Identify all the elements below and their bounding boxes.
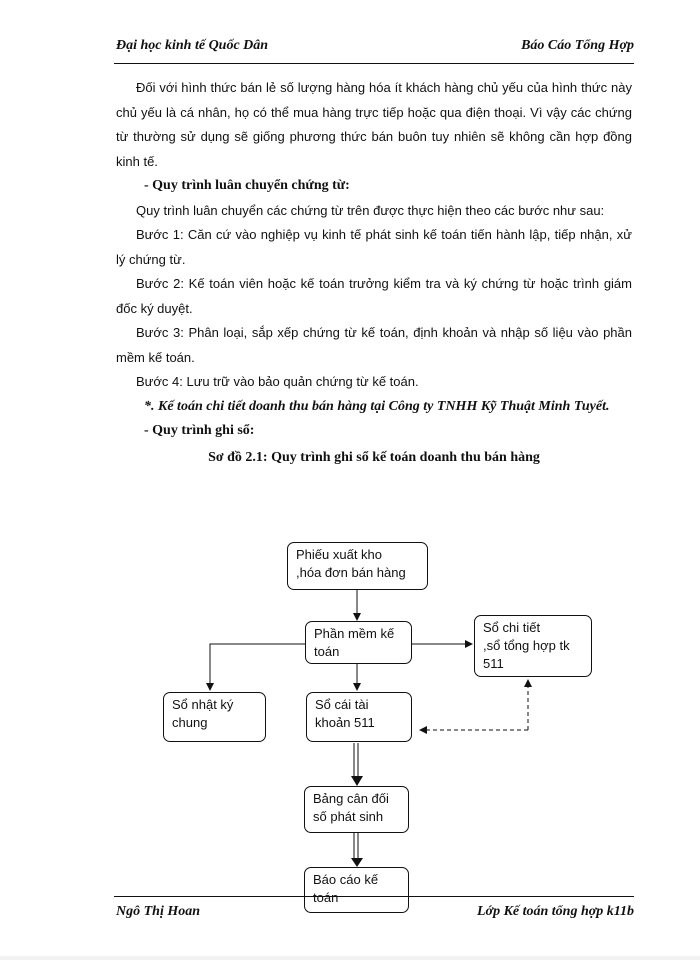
- paragraph-retail: Đối với hình thức bán lẻ số lượng hàng hóa ít khách hàng chủ yếu của hình thức này chủ yếu là cá nhân, họ có thể mua hàng trực tiếp hoặc qua điện thoại. Vì vậy các chứng từ thường sử dụng sẽ giống phương thức bán buôn tuy nhiên sẽ không cần hợp đồng kinh tế.: [116, 80, 632, 169]
- paragraph-steps-intro: Quy trình luân chuyển các chứng từ trên được thực hiện theo các bước như sau:: [136, 202, 605, 218]
- heading-revenue-detail: *. Kế toán chi tiết doanh thu bán hàng tại Công ty TNHH Kỹ Thuật Minh Tuyết.: [144, 398, 610, 414]
- box-bao-cao-ke-toan: [304, 867, 409, 913]
- box-so-nhat-ky-line1: Sổ nhật ký: [172, 697, 234, 712]
- step-3: Bước 3: Phân loại, sắp xếp chứng từ kế toán, định khoản và nhập số liệu vào phần mềm kế toán.: [116, 325, 632, 365]
- header-right: Báo Cáo Tổng Hợp: [521, 38, 634, 53]
- heading-posting-process: - Quy trình ghi sổ:: [144, 423, 255, 438]
- box-phieu-xuat-kho-line1: Phiếu xuất kho: [296, 547, 383, 562]
- box-so-cai-line2: khoản 511: [315, 715, 375, 730]
- box-bang-can-doi: [304, 786, 409, 833]
- step-4: Bước 4: Lưu trữ vào bảo quản chứng từ kế toán.: [136, 374, 419, 389]
- arrowhead-socai-to-bang: [351, 776, 363, 786]
- arrowhead-bang-to-baocao: [351, 858, 363, 867]
- step-2: Bước 2: Kế toán viên hoặc kế toán trưởng kiểm tra và ký chứng từ hoặc trình giám đốc ký duyệt.: [116, 276, 632, 316]
- box-bao-cao-line2: toán: [313, 890, 339, 905]
- diagram-caption: Sơ đồ 2.1: Quy trình ghi sổ kế toán doanh thu bán hàng: [208, 449, 540, 465]
- box-phan-mem-line2: toán: [314, 644, 340, 659]
- box-phan-mem-line1: Phần mềm kế: [314, 626, 395, 641]
- arrow-phanmem-to-sonhatky: [210, 644, 305, 690]
- box-phieu-xuat-kho-line2: ,hóa đơn bán hàng: [296, 565, 406, 580]
- box-bang-can-doi-line1: Bảng cân đối: [313, 791, 389, 806]
- heading-document-flow: - Quy trình luân chuyển chứng từ:: [144, 178, 350, 193]
- box-so-chi-tiet-line2: ,sổ tổng hợp tk: [483, 638, 570, 653]
- footer-right: Lớp Kế toán tổng hợp k11b: [477, 904, 634, 919]
- box-so-chi-tiet: [474, 615, 592, 677]
- box-so-chi-tiet-line1: Sổ chi tiết: [483, 620, 541, 635]
- footer-left: Ngô Thị Hoan: [116, 904, 201, 919]
- box-so-cai-line1: Sổ cái tài: [315, 697, 369, 712]
- step-1: Bước 1: Căn cứ vào nghiệp vụ kinh tế phát sinh kế toán tiến hành lập, tiếp nhận, xử lý chứng từ.: [116, 227, 632, 267]
- header-left: Đại học kinh tế Quốc Dân: [116, 38, 269, 53]
- box-so-nhat-ky-line2: chung: [172, 715, 208, 730]
- box-so-chi-tiet-line3: 511: [483, 656, 504, 671]
- box-phan-mem-ke-toan: [305, 621, 412, 664]
- box-so-cai-511: [306, 692, 412, 742]
- box-bang-can-doi-line2: số phát sinh: [313, 809, 384, 824]
- footer-rule: [114, 896, 634, 897]
- box-bao-cao-line1: Báo cáo kế: [313, 872, 379, 887]
- page-bottom-edge: [0, 956, 700, 960]
- box-phieu-xuat-kho: [287, 542, 428, 590]
- box-so-nhat-ky-chung: [163, 692, 266, 742]
